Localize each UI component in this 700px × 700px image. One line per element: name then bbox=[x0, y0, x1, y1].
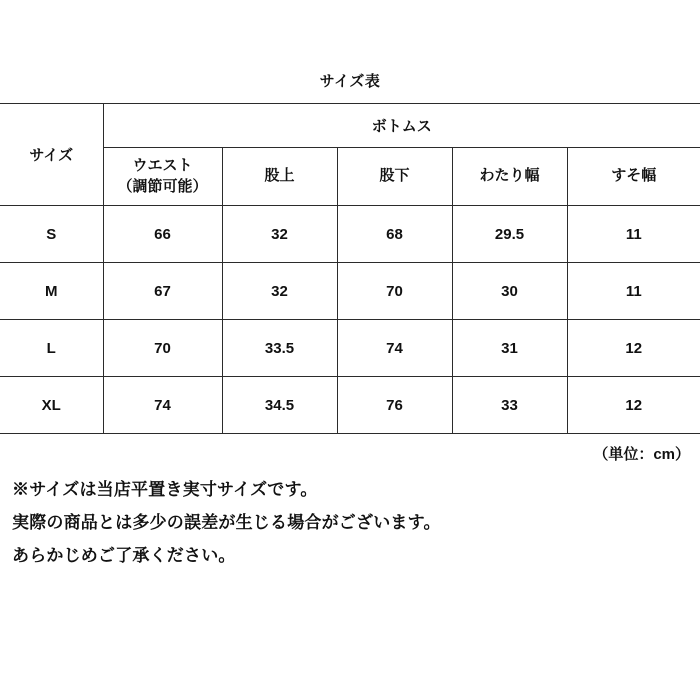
cell-waist: 67 bbox=[103, 263, 222, 320]
column-header-inseam bbox=[337, 148, 452, 206]
table-row bbox=[0, 377, 700, 434]
table-row bbox=[0, 206, 700, 263]
cell-inseam: 70 bbox=[337, 263, 452, 320]
column-header-waist bbox=[103, 148, 222, 206]
cell-thigh: 29.5 bbox=[452, 206, 567, 263]
cell-thigh: 33 bbox=[452, 377, 567, 434]
column-header-thigh bbox=[452, 148, 567, 206]
note-line-2: 実際の商品とは多少の誤差が生じる場合がございます。 bbox=[12, 513, 441, 533]
cell-rise: 34.5 bbox=[222, 377, 337, 434]
size-table bbox=[0, 103, 700, 434]
cell-size: S bbox=[0, 206, 103, 263]
column-header-hem bbox=[567, 148, 700, 206]
notes-block bbox=[0, 464, 700, 572]
cell-inseam: 74 bbox=[337, 320, 452, 377]
table-header-row-columns bbox=[0, 148, 700, 206]
column-header-hem-label: すそ幅 bbox=[611, 167, 657, 185]
note-line-3: あらかじめご了承ください。 bbox=[12, 546, 236, 566]
cell-hem: 11 bbox=[567, 206, 700, 263]
cell-size: L bbox=[0, 320, 103, 377]
page-title: サイズ表 bbox=[319, 73, 381, 90]
cell-inseam: 76 bbox=[337, 377, 452, 434]
cell-hem: 12 bbox=[567, 377, 700, 434]
cell-hem: 11 bbox=[567, 263, 700, 320]
column-header-inseam-label: 股下 bbox=[379, 167, 410, 185]
column-header-waist-sublabel: （調節可能） bbox=[117, 177, 208, 195]
cell-rise: 32 bbox=[222, 206, 337, 263]
column-header-thigh-label: わたり幅 bbox=[479, 167, 540, 185]
cell-thigh: 31 bbox=[452, 320, 567, 377]
cell-waist: 70 bbox=[103, 320, 222, 377]
cell-thigh: 30 bbox=[452, 263, 567, 320]
cell-waist: 66 bbox=[103, 206, 222, 263]
column-header-waist-label: ウエスト bbox=[132, 157, 193, 175]
table-header-row-group bbox=[0, 104, 700, 148]
table-row bbox=[0, 263, 700, 320]
cell-waist: 74 bbox=[103, 377, 222, 434]
unit-note: （単位：cm） bbox=[593, 446, 690, 463]
table-row bbox=[0, 320, 700, 377]
cell-inseam: 68 bbox=[337, 206, 452, 263]
cell-rise: 32 bbox=[222, 263, 337, 320]
cell-rise: 33.5 bbox=[222, 320, 337, 377]
cell-size: XL bbox=[0, 377, 103, 434]
column-header-rise-label: 股上 bbox=[264, 167, 295, 185]
note-line-1: ※サイズは当店平置き実寸サイズです。 bbox=[12, 480, 318, 499]
column-header-size: サイズ bbox=[0, 104, 103, 206]
cell-hem: 12 bbox=[567, 320, 700, 377]
cell-size: M bbox=[0, 263, 103, 320]
column-group-header-bottoms: ボトムス bbox=[103, 104, 700, 148]
column-header-rise bbox=[222, 148, 337, 206]
